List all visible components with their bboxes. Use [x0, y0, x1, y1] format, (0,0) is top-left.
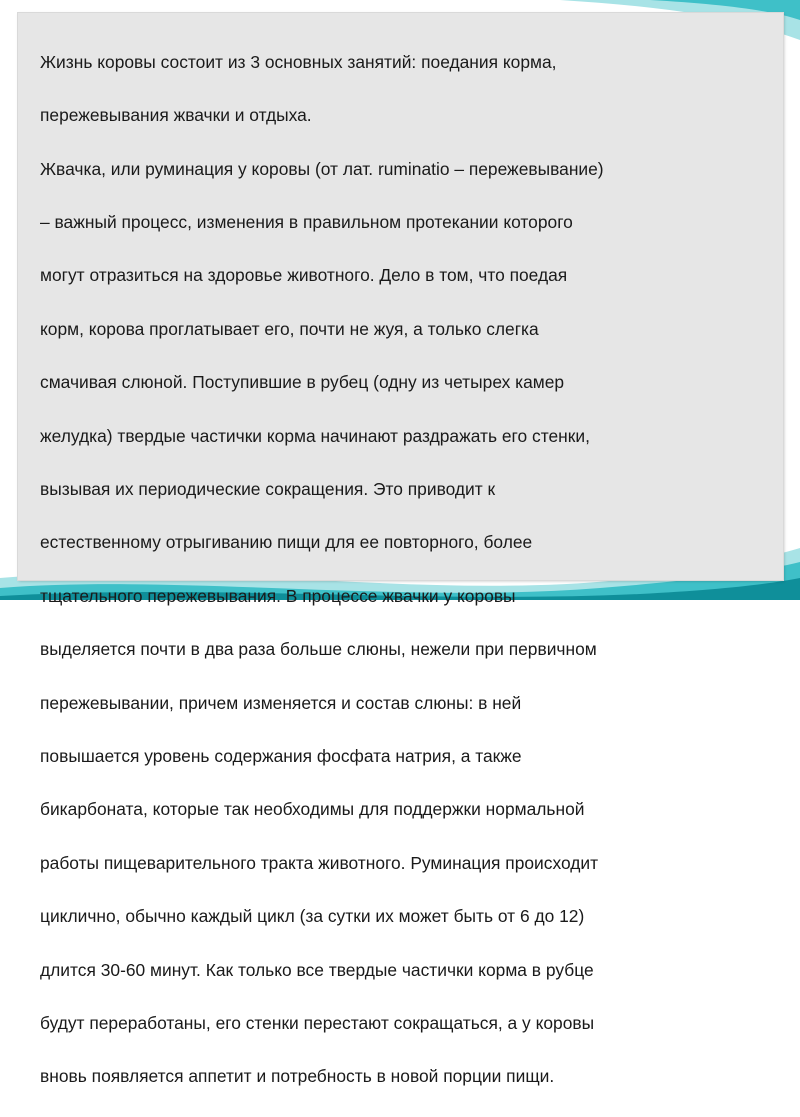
text-line: циклично, обычно каждый цикл (за сутки их может быть от 6 до 12): [40, 906, 585, 927]
text-line: тщательного пережевывания. В процессе жвачки у коровы: [40, 585, 516, 606]
text-line: естественному отрыгиванию пищи для ее повторного, более: [40, 532, 533, 553]
text-line: Жизнь коровы состоит из 3 основных занятий: поедания корма,: [40, 51, 557, 72]
text-line: длится 30-60 минут. Как только все твердые частички корма в рубце: [40, 959, 594, 980]
text-line: смачивая слюной. Поступившие в рубец (одну из четырех камер: [40, 372, 565, 393]
text-line: желудка) твердые частички корма начинают раздражать его стенки,: [40, 425, 590, 446]
text-line: выделяется почти в два раза больше слюны, нежели при первичном: [40, 639, 597, 660]
text-line: корм, корова проглатывает его, почти не жуя, а только слегка: [40, 318, 539, 339]
text-line: Жвачка, или руминация у коровы (от лат. ruminatio – пережевывание): [40, 158, 604, 179]
text-line: вновь появляется аппетит и потребность в новой порции пищи.: [40, 1066, 555, 1087]
text-line: – важный процесс, изменения в правильном протекании которого: [40, 211, 573, 232]
text-line: пережевывания жвачки и отдыха.: [40, 105, 312, 126]
text-line: повышается уровень содержания фосфата натрия, а также: [40, 745, 522, 766]
text-line: работы пищеварительного тракта животного. Руминация происходит: [40, 852, 599, 873]
text-line: могут отразиться на здоровье животного. Дело в том, что поедая: [40, 265, 568, 286]
text-line: вызывая их периодические сокращения. Это приводит к: [40, 478, 496, 499]
text-line: пережевывании, причем изменяется и состав слюны: в ней: [40, 692, 522, 713]
text-line: бикарбоната, которые так необходимы для поддержки нормальной: [40, 799, 585, 820]
text-line: будут переработаны, его стенки перестают сокращаться, а у коровы: [40, 1013, 595, 1034]
body-text: [40, 22, 778, 1117]
